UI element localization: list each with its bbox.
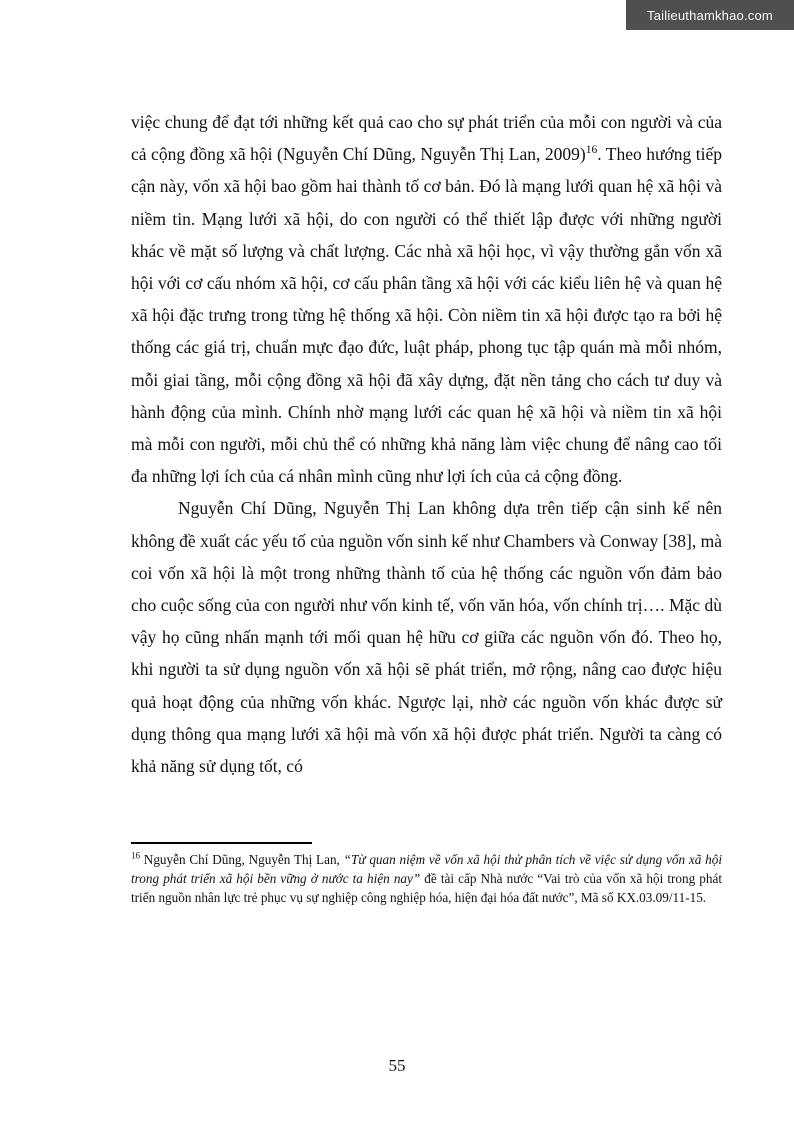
paragraph-1-continuation: . Theo hướng tiếp cận này, vốn xã hội bao gồm hai thành tố cơ bản. Đó là mạng lưới quan hệ xã hội và niềm tin. Mạng lưới xã hội, do con người có thể thiết lập được với những người khác về mặt số lượng và chất lượng. Các nhà xã hội học, vì vậy thường gắn vốn xã hội với cơ cấu nhóm xã hội, cơ cấu phân tầng xã hội với các kiểu liên hệ và quan hệ xã hội đặc trưng trong từng hệ thống xã hội. Còn niềm tin xã hội được tạo ra bởi hệ thống các giá trị, chuẩn mực đạo đức, luật pháp, phong tục tập quán mà mỗi nhóm, mỗi giai tầng, mỗi cộng đồng xã hội đã xây dựng, đặt nền tảng cho cách tư duy và hành động của mình. Chính nhờ mạng lưới các quan hệ xã hội và niềm tin xã hội mà mỗi con người, mỗi chủ thể có những khả năng làm việc chung để nâng cao tối đa những lợi ích của cá nhân mình cũng như lợi ích của cả cộng đồng. [131, 144, 722, 487]
footnote-marker: 16 [131, 850, 140, 861]
footnote-separator [131, 842, 312, 844]
paragraph-1 [131, 106, 722, 492]
paragraph-2: Nguyễn Chí Dũng, Nguyễn Thị Lan không dựa trên tiếp cận sinh kế nên không đề xuất các yếu tố của nguồn vốn sinh kế như Chambers và Conway [38], mà coi vốn xã hội là một trong những thành tố của hệ thống các nguồn vốn đảm bảo cho cuộc sống của con người như vốn kinh tế, vốn văn hóa, vốn chính trị…. Mặc dù vậy họ cũng nhấn mạnh tới mối quan hệ hữu cơ giữa các nguồn vốn đó. Theo họ, khi người ta sử dụng nguồn vốn xã hội sẽ phát triển, mở rộng, nâng cao được hiệu quả hoạt động của những vốn khác. Ngược lại, nhờ các nguồn vốn khác được sử dụng thông qua mạng lưới xã hội mà vốn xã hội được phát triển. Người ta càng có khả năng sử dụng tốt, có [131, 498, 722, 777]
page-number: 55 [388, 1056, 406, 1075]
watermark-text: Tailieuthamkhao.com [647, 7, 773, 23]
footnote-rest: đề tài cấp Nhà nước “Vai trò của vốn xã hội trong phát triển nguồn nhân lực trẻ phục vụ sự nghiệp công nghiệp hóa, hiện đại hóa đất nước”, Mã số KX.03.09/11-15. [131, 871, 723, 905]
watermark-banner [626, 0, 794, 30]
footnote-16 [131, 850, 722, 907]
footnote-area [131, 842, 722, 907]
footnote-title-italic: “Từ quan niệm về vốn xã hội thử phân tích về việc sử dụng vốn xã hội trong phát triển xã hội bền vững ở nước ta hiện nay” [131, 852, 722, 886]
body-text [131, 106, 722, 782]
paragraph-1-text: việc chung để đạt tới những kết quả cao cho sự phát triển của mỗi con người và của cả cộng đồng xã hội (Nguyễn Chí Dũng, Nguyễn Thị Lan, 2009) [131, 112, 722, 165]
footnote-ref-16: 16 [585, 144, 598, 157]
footnote-authors: Nguyễn Chí Dũng, Nguyễn Thị Lan, [140, 852, 344, 867]
